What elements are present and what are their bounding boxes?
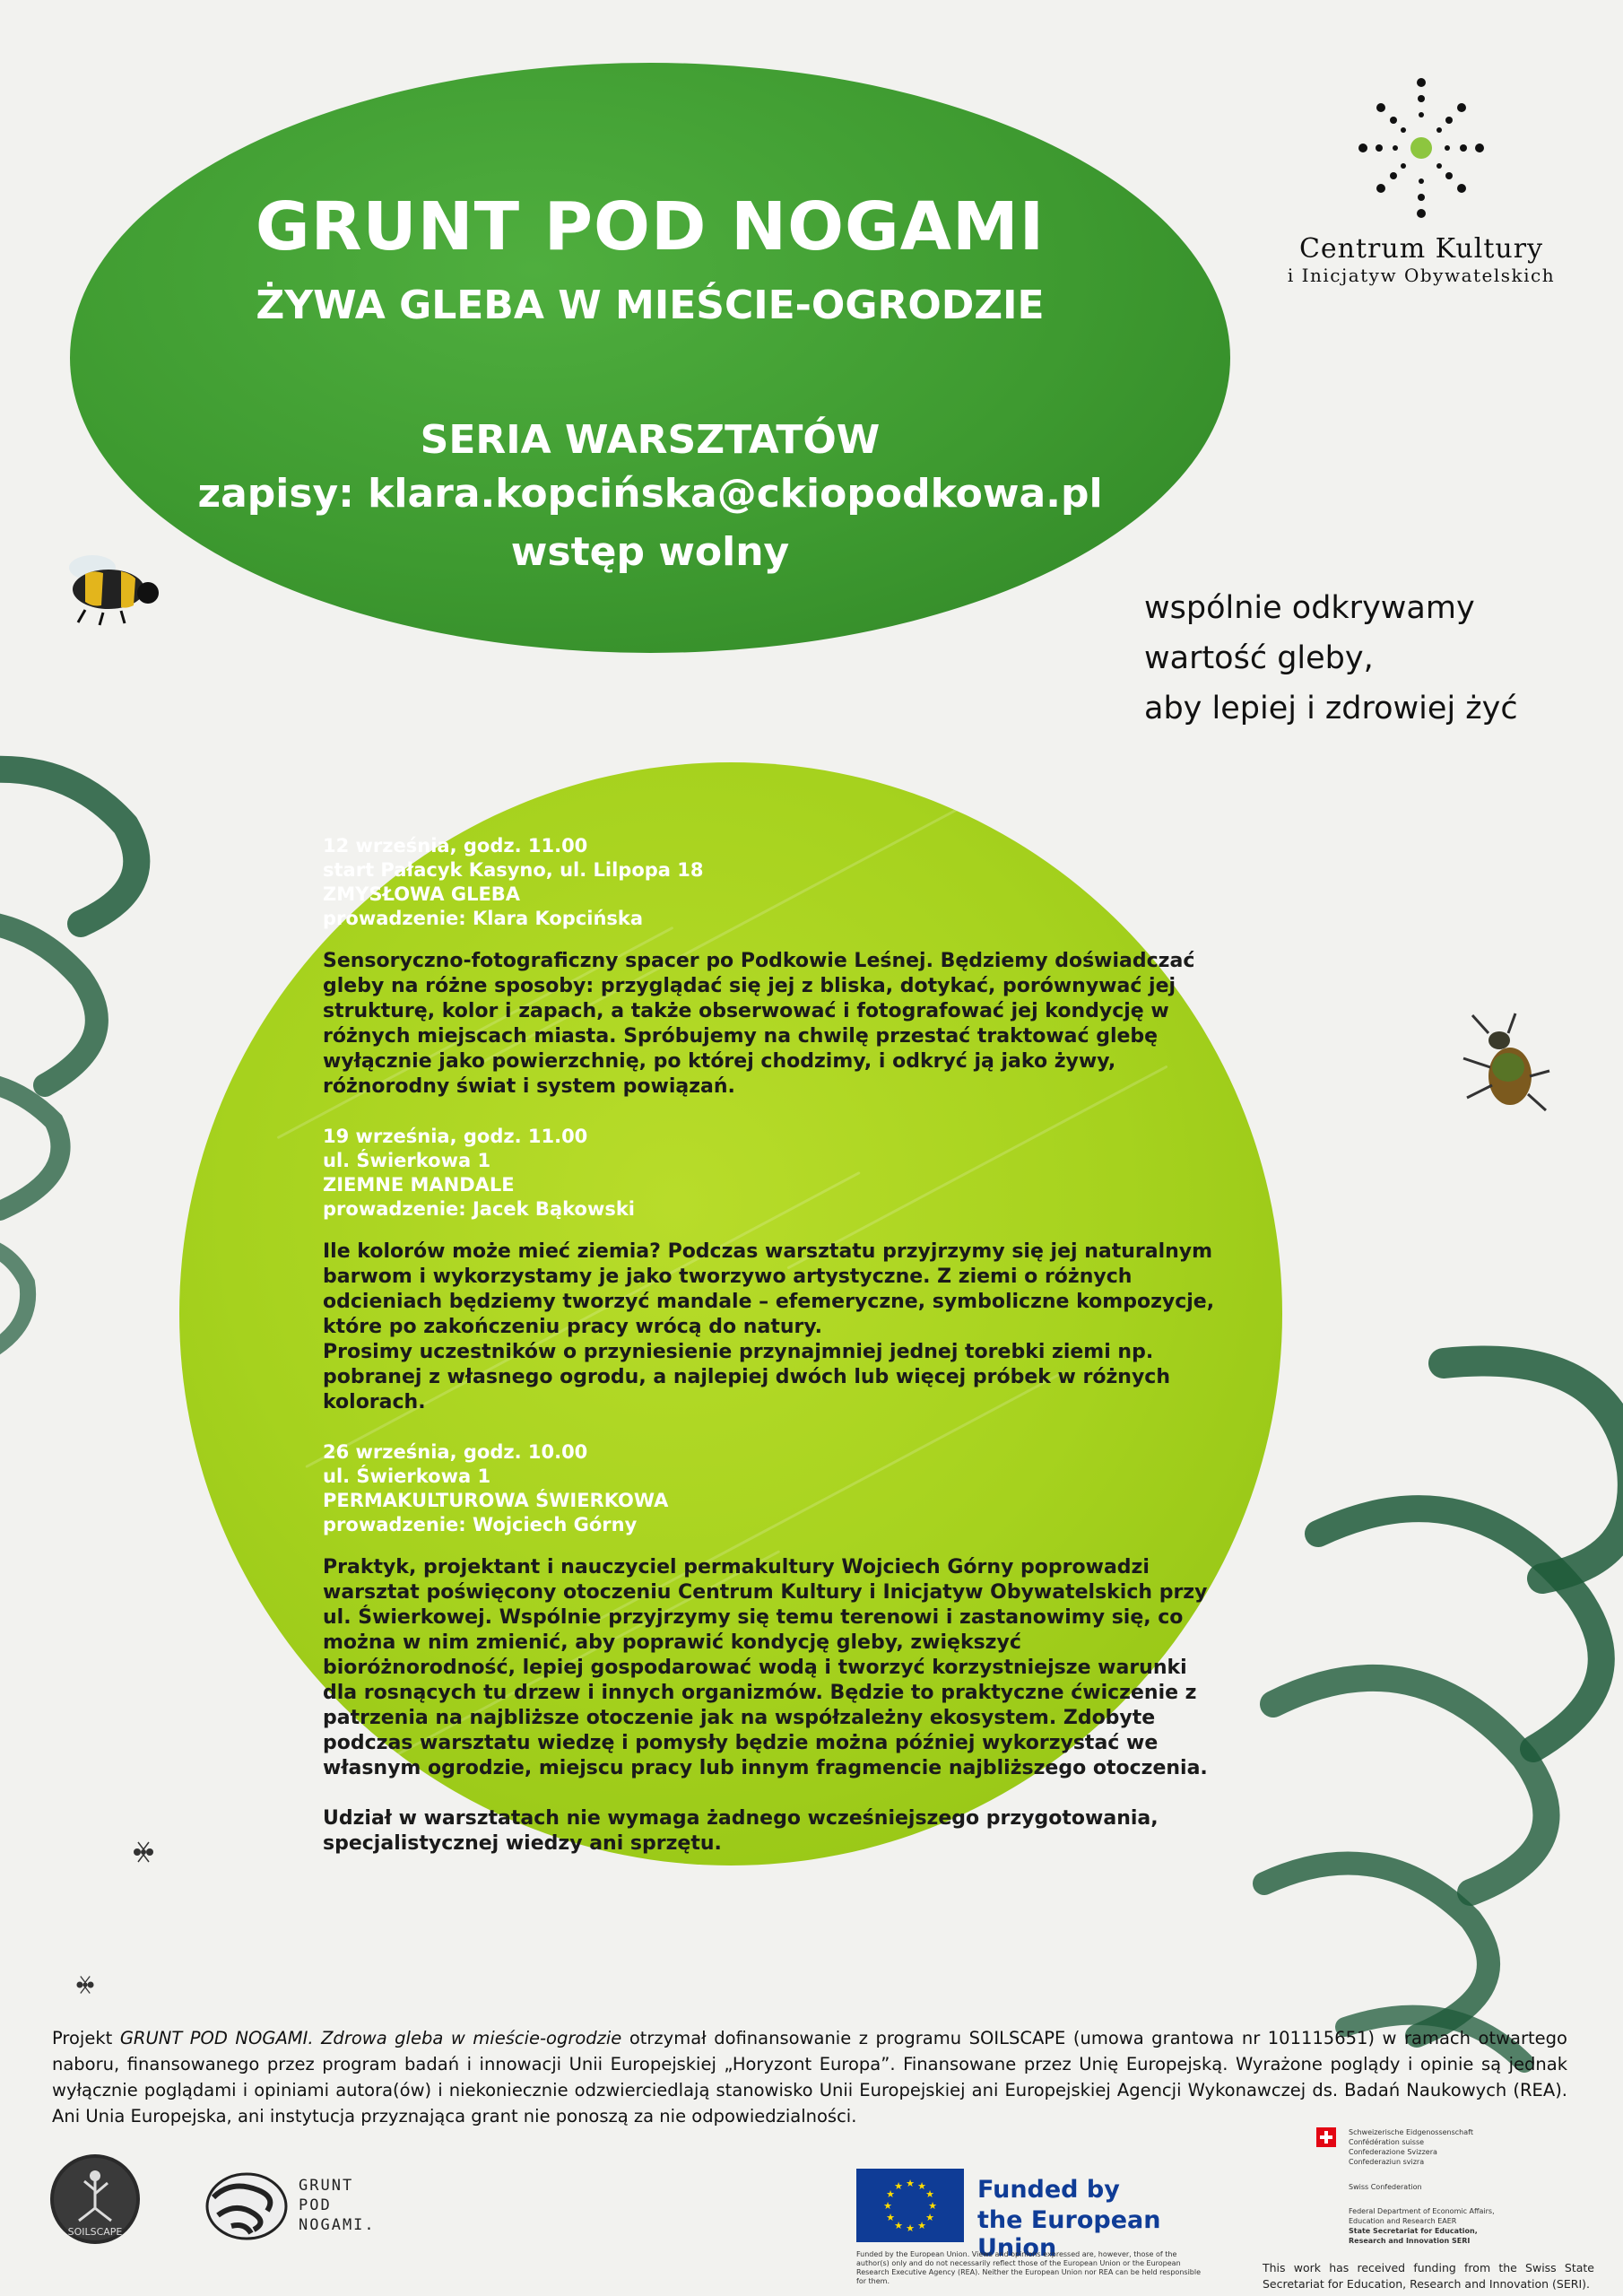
swiss-name: Schweizerische Eidgenossenschaft	[1349, 2128, 1473, 2136]
workshop-place: ul. Świerkowa 1	[323, 1150, 491, 1171]
workshop-item	[323, 1440, 1219, 1781]
workshop-note: Prosimy uczestników o przyniesienie przynajmniej jednej torebki ziemi np. pobranej z własnego ogrodu, a najlepiej dwóch lub więcej próbek w różnych kolorach.	[323, 1341, 1171, 1413]
eu-flag-icon	[856, 2169, 964, 2242]
funding-statement	[52, 2025, 1567, 2129]
free-entry-label: wstęp wolny	[510, 529, 790, 575]
swiss-dept-line: Federal Department of Economic Affairs,	[1349, 2207, 1495, 2215]
swiss-dept-line: Research and Innovation SERI	[1349, 2237, 1471, 2245]
swiss-name: Confederazione Svizzera	[1349, 2148, 1437, 2156]
tagline-line: wartość gleby,	[1144, 640, 1374, 676]
svg-text:★: ★	[928, 2200, 937, 2212]
workshop-date: 19 września, godz. 11.00	[323, 1126, 588, 1147]
ckio-name-line2: i Inicjatyw Obywatelskich	[1287, 265, 1556, 286]
ant-icon	[130, 1839, 157, 1866]
svg-text:★: ★	[917, 2180, 926, 2192]
swiss-confederation-label: Swiss Confederation	[1349, 2183, 1422, 2191]
ckio-name-line1: Centrum Kultury	[1298, 233, 1544, 265]
swiss-dept-line: State Secretariat for Education,	[1349, 2227, 1478, 2235]
swiss-name: Confederaziun svizra	[1349, 2158, 1425, 2166]
swiss-name: Confédération suisse	[1349, 2138, 1425, 2146]
eu-disclaimer: Funded by the European Union. Views and opinions expressed are, however, those of the author(s) only and do not necessarily reflect those of the European Union or the European Research Executive Agency (REA). Neither the European Union nor REA can be held responsible for them.	[856, 2250, 1202, 2285]
ant-icon	[74, 1973, 97, 1996]
workshop-description: Praktyk, projektant i nauczyciel permakultury Wojciech Górny poprowadzi warsztat poświęcony otoczeniu Centrum Kultury i Inicjatyw Obywatelskich przy ul. Świerkowej. Wspólnie przyjrzymy się temu terenowi i zastanowimy się, co można w nim zmienić, aby poprawić kondycję gleby, zwiększyć bioróżnorodność, lepiej gospodarować wodą i tworzyć korzystniejsze warunki dla rosnących tu drzew i innych organizmów. Będzie to praktyczne ćwiczenie z patrzenia na najbliższe otoczenie jak na współzależny ekosystem. Zdobyte podczas warsztatu wiedzę i pomysły będzie można później wykorzystać we własnym ogrodzie, miejscu pracy lub innym fragmencie najbliższego otoczenia.	[323, 1556, 1208, 1779]
poster-subtitle: ŻYWA GLEBA W MIEŚCIE-OGRODZIE	[256, 283, 1045, 328]
header-text	[70, 63, 1230, 653]
eu-funded-label: Funded by	[977, 2176, 1120, 2204]
soil-swirl-icon	[204, 2170, 290, 2242]
closing-note: Udział w warsztatach nie wymaga żadnego wcześniejszego przygotowania, specjalistycznej wiedzy ani sprzętu.	[323, 1807, 1159, 1855]
soilscape-emblem-icon	[48, 2152, 143, 2247]
swiss-dept-line: Education and Research EAER	[1349, 2217, 1457, 2225]
svg-text:★: ★	[886, 2188, 895, 2200]
svg-text:★: ★	[883, 2200, 892, 2212]
svg-text:★: ★	[894, 2220, 903, 2231]
project-name: GRUNT POD NOGAMI. Zdrowa gleba w mieście-ogrodzie	[119, 2028, 622, 2048]
grunt-pod-nogami-logo	[204, 2170, 384, 2247]
svg-text:★: ★	[906, 2222, 915, 2234]
workshop-date: 26 września, godz. 10.00	[323, 1441, 588, 1463]
soil-pattern-right	[1237, 1327, 1623, 2108]
funding-body: otrzymał dofinansowanie z programu SOILSCAPE (umowa grantowa nr 101115651) w ramach otwartego naboru, finansowanego przez program badań i innowacji Unii Europejskiej „Horyzont Europa”. Finansowane przez Unię Europejską. Wyrażone poglądy i opinie są jednak wyłącznie poglądami i opiniami autora(ów) i niekoniecznie odzwierciedlają stanowisko Unii Europejskiej ani Europejskiej Agencji Wykonawczej ds. Badań Naukowych (REA). Ani Unia Europejska, ani instytucja przyznająca grant nie ponoszą za nie odpowiedzialności.	[52, 2028, 1567, 2126]
grunt-logo-text: POD	[299, 2196, 332, 2214]
svg-text:★: ★	[917, 2220, 926, 2231]
workshop-host: prowadzenie: Jacek Bąkowski	[323, 1198, 636, 1220]
sun-logo-icon	[1354, 72, 1488, 224]
workshop-title: ZMYSŁOWA GLEBA	[323, 883, 521, 905]
ckio-logo	[1255, 72, 1587, 296]
workshop-program	[323, 834, 1219, 1857]
soilscape-label: SOILSCAPE	[67, 2226, 123, 2238]
soilscape-logo	[48, 2152, 143, 2247]
workshop-date: 12 września, godz. 11.00	[323, 835, 588, 857]
signup-email[interactable]: zapisy: klara.kopcińska@ckiopodkowa.pl	[197, 471, 1103, 517]
workshop-place: ul. Świerkowa 1	[323, 1465, 491, 1487]
svg-text:★: ★	[925, 2212, 934, 2223]
workshop-title: ZIEMNE MANDALE	[323, 1174, 515, 1196]
tagline	[1144, 583, 1610, 734]
workshop-host: prowadzenie: Klara Kopcińska	[323, 908, 644, 929]
eu-union-label: the European Union	[977, 2206, 1161, 2262]
workshop-place: start Pałacyk Kasyno, ul. Lilpopa 18	[323, 859, 704, 881]
bee-icon	[49, 543, 166, 628]
eu-funding-logo	[856, 2169, 1206, 2262]
workshop-host: prowadzenie: Wojciech Górny	[323, 1514, 638, 1535]
beetle-icon	[1454, 1004, 1553, 1121]
tagline-line: wspólnie odkrywamy	[1144, 590, 1475, 626]
grunt-logo-text: NOGAMI.	[299, 2216, 376, 2234]
svg-text:★: ★	[906, 2178, 915, 2189]
workshop-description: Ile kolorów może mieć ziemia? Podczas warsztatu przyjrzymy się jej naturalnym barwom i wykorzystamy je jako tworzywo artystyczne. Z ziemi o różnych odcieniach będziemy tworzyć mandale – efemeryczne, symboliczne kompozycje, które po zakończeniu pracy wrócą do natury.	[323, 1240, 1215, 1338]
workshop-item	[323, 1125, 1219, 1415]
poster-title: GRUNT POD NOGAMI	[255, 188, 1046, 265]
svg-text:★: ★	[886, 2212, 895, 2223]
grunt-logo-text: GRUNT	[299, 2177, 354, 2195]
svg-text:★: ★	[925, 2188, 934, 2200]
swiss-funding-note: This work has received funding from the Swiss State Secretariat for Education, Research and Innovation (SERI).	[1263, 2261, 1594, 2291]
workshop-title: PERMAKULTUROWA ŚWIERKOWA	[323, 1490, 669, 1511]
svg-text:★: ★	[894, 2180, 903, 2192]
workshop-description: Sensoryczno-fotograficzny spacer po Podkowie Leśnej. Będziemy doświadczać gleby na różne sposoby: przyglądać się jej z bliska, dotykać, porównywać jej strukturę, kolor i zapach, a także obserwować i fotografować jej kondycję w różnych miejscach miasta. Spróbujemy na chwilę przestać traktować glebę wyłącznie jako powierzchnię, po której chodzimy, i odkryć ją jako żywy, różnorodny świat i system powiązań.	[323, 950, 1195, 1098]
funding-lead: Projekt	[52, 2028, 120, 2048]
workshop-item	[323, 834, 1219, 1100]
swiss-flag-icon	[1316, 2127, 1336, 2147]
tagline-line: aby lepiej i zdrowiej żyć	[1144, 691, 1518, 726]
series-label: SERIA WARSZTATÓW	[420, 417, 881, 463]
